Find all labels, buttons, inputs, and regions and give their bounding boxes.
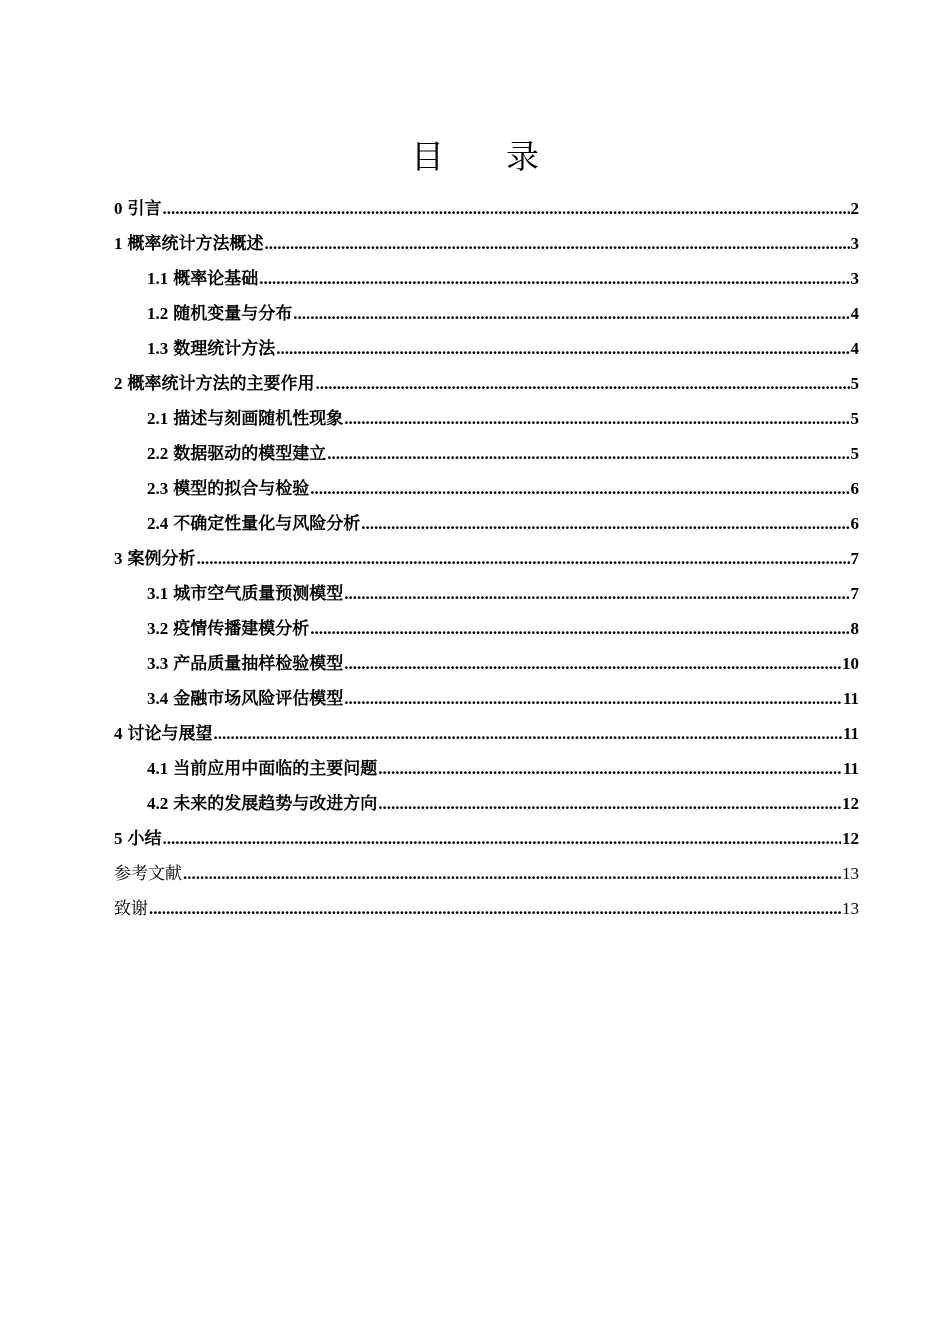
toc-entry-number: 3.3 xyxy=(147,654,169,673)
toc-entry-label: 讨论与展望 xyxy=(127,724,213,743)
toc-entry-label: 概率统计方法的主要作用 xyxy=(127,374,315,393)
toc-dot-leader xyxy=(163,191,850,226)
toc-entry[interactable] xyxy=(114,821,859,856)
toc-entry[interactable] xyxy=(114,401,859,436)
toc-entry[interactable] xyxy=(114,471,859,506)
toc-entry-label: 随机变量与分布 xyxy=(173,304,293,323)
toc-entry-page-number: 3 xyxy=(850,269,859,288)
toc-dot-leader xyxy=(163,821,842,856)
toc-title-part2: 录 xyxy=(506,140,539,176)
toc-entry[interactable] xyxy=(114,331,859,366)
toc-entry-number: 3.4 xyxy=(147,689,169,708)
toc-entry-number: 1.2 xyxy=(147,304,169,323)
toc-entry[interactable] xyxy=(114,856,859,891)
toc-entry-number: 2.4 xyxy=(147,514,169,533)
toc-entry-label: 案例分析 xyxy=(127,549,196,568)
toc-dot-leader xyxy=(276,331,849,366)
toc-entry-page-number: 8 xyxy=(850,619,859,638)
toc-entry-page-number: 11 xyxy=(842,724,859,743)
toc-entry[interactable] xyxy=(114,681,859,716)
toc-dot-leader xyxy=(310,611,849,646)
toc-entry-page-number: 2 xyxy=(850,199,859,218)
toc-entry-page-number: 5 xyxy=(850,409,859,428)
toc-entry-label: 模型的拟合与检验 xyxy=(173,479,310,498)
toc-entry-label: 不确定性量化与风险分析 xyxy=(173,514,361,533)
toc-dot-leader xyxy=(183,856,841,891)
toc-entry-page-number: 5 xyxy=(850,444,859,463)
toc-entry-label: 未来的发展趋势与改进方向 xyxy=(173,794,378,813)
toc-dot-leader xyxy=(344,646,841,681)
toc-entry-page-number: 12 xyxy=(842,794,859,813)
toc-entry-label: 概率统计方法概述 xyxy=(127,234,264,253)
toc-dot-leader xyxy=(316,366,850,401)
toc-entry-page-number: 5 xyxy=(850,374,859,393)
toc-entry-page-number: 6 xyxy=(850,514,859,533)
toc-entry[interactable] xyxy=(114,716,859,751)
toc-entry-number: 0 xyxy=(114,199,123,218)
toc-entry-page-number: 3 xyxy=(850,234,859,253)
toc-entry-label: 疫情传播建模分析 xyxy=(173,619,310,638)
toc-entry[interactable] xyxy=(114,786,859,821)
toc-entry-label: 描述与刻画随机性现象 xyxy=(173,409,344,428)
toc-entry[interactable] xyxy=(114,576,859,611)
toc-dot-leader xyxy=(344,401,849,436)
toc-entry-number: 3.1 xyxy=(147,584,169,603)
toc-entry-page-number: 12 xyxy=(842,829,859,848)
toc-entry-page-number: 7 xyxy=(850,549,859,568)
toc-entry-number: 2.1 xyxy=(147,409,169,428)
toc-entry-number: 1.1 xyxy=(147,269,169,288)
toc-entry-page-number: 7 xyxy=(850,584,859,603)
toc-title xyxy=(0,136,950,180)
toc-entry-page-number: 4 xyxy=(850,339,859,358)
toc-entry-label: 数据驱动的模型建立 xyxy=(173,444,327,463)
toc-dot-leader xyxy=(378,786,841,821)
toc-entry-number: 3.2 xyxy=(147,619,169,638)
toc-entry-page-number: 6 xyxy=(850,479,859,498)
toc-entry-number: 1.3 xyxy=(147,339,169,358)
toc-entry[interactable] xyxy=(114,541,859,576)
toc-entry-number: 2.3 xyxy=(147,479,169,498)
toc-entry-page-number: 10 xyxy=(842,654,859,673)
toc-entry-number: 1 xyxy=(114,234,123,253)
toc-entry-page-number: 11 xyxy=(842,759,859,778)
toc-entry-label: 参考文献 xyxy=(114,864,182,883)
toc-entry-number: 2.2 xyxy=(147,444,169,463)
toc-entry[interactable] xyxy=(114,261,859,296)
toc-entry-number: 2 xyxy=(114,374,123,393)
toc-entry-label: 产品质量抽样检验模型 xyxy=(173,654,344,673)
toc-dot-leader xyxy=(214,716,842,751)
toc-entry-label: 概率论基础 xyxy=(173,269,259,288)
toc-entry[interactable] xyxy=(114,891,859,926)
toc-entry-number: 4 xyxy=(114,724,123,743)
toc-entry-number: 4.2 xyxy=(147,794,169,813)
toc-dot-leader xyxy=(378,751,842,786)
toc-entry-number: 5 xyxy=(114,829,123,848)
toc-entry[interactable] xyxy=(114,506,859,541)
toc-entry-number: 3 xyxy=(114,549,123,568)
toc-entry-page-number: 4 xyxy=(850,304,859,323)
toc-dot-leader xyxy=(259,261,849,296)
toc-entry[interactable] xyxy=(114,191,859,226)
toc-entry-label: 城市空气质量预测模型 xyxy=(173,584,344,603)
toc-entry-page-number: 13 xyxy=(842,864,859,883)
toc-entry-label: 引言 xyxy=(127,199,162,218)
toc-entry-page-number: 13 xyxy=(842,899,859,918)
toc-entry-number: 4.1 xyxy=(147,759,169,778)
toc-dot-leader xyxy=(310,471,849,506)
toc-entry-label: 金融市场风险评估模型 xyxy=(173,689,344,708)
toc-entry-label: 致谢 xyxy=(114,899,148,918)
toc-entry[interactable] xyxy=(114,296,859,331)
toc-entry-label: 小结 xyxy=(127,829,162,848)
toc-dot-leader xyxy=(265,226,850,261)
toc-entry[interactable] xyxy=(114,226,859,261)
toc-entry-label: 当前应用中面临的主要问题 xyxy=(173,759,378,778)
toc-entry[interactable] xyxy=(114,751,859,786)
toc-dot-leader xyxy=(293,296,849,331)
toc-entry-label: 数理统计方法 xyxy=(173,339,276,358)
toc-dot-leader xyxy=(327,436,849,471)
toc-entry[interactable] xyxy=(114,436,859,471)
toc-entry[interactable] xyxy=(114,646,859,681)
toc-title-part1: 目 xyxy=(411,140,444,176)
toc-dot-leader xyxy=(197,541,850,576)
toc-dot-leader xyxy=(149,891,841,926)
toc-dot-leader xyxy=(344,576,849,611)
toc-entry[interactable] xyxy=(114,611,859,646)
toc-entry[interactable] xyxy=(114,366,859,401)
toc-dot-leader xyxy=(344,681,842,716)
toc-entry-page-number: 11 xyxy=(842,689,859,708)
table-of-contents xyxy=(114,191,859,926)
toc-dot-leader xyxy=(361,506,849,541)
